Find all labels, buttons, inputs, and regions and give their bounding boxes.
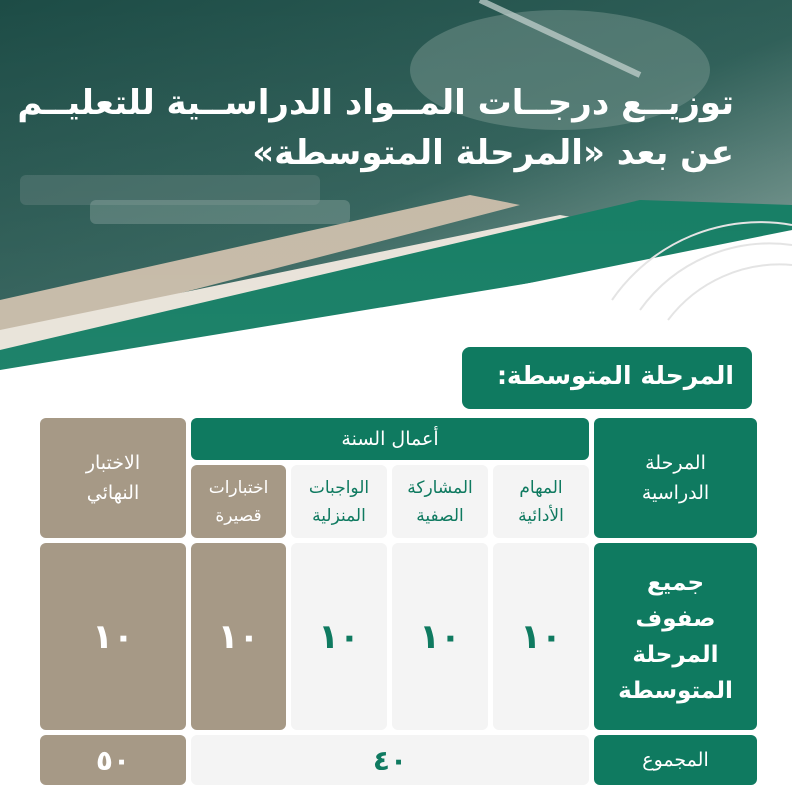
value-final-exam: ١٠ [40,543,186,730]
column-performance-tasks [493,465,589,538]
value-class-participation: ١٠ [392,543,488,730]
column-label: اختبارات قصيرة [208,477,269,526]
final-exam-header-label: الاختبار النهائي [85,452,141,504]
total-label-cell [594,735,757,785]
stage-header-label: المرحلة الدراسية [641,452,710,504]
section-heading [462,347,752,409]
column-short-quizzes [191,465,286,538]
column-label: المهام الأدائية [518,477,564,526]
column-class-participation [392,465,488,538]
total-final-value: ٥٠ [40,735,186,785]
total-coursework-value: ٤٠ [191,735,589,785]
value-short-quizzes: ١٠ [191,543,286,730]
value-homework: ١٠ [291,543,387,730]
page-title [17,78,734,178]
header-background-graphic [0,0,792,390]
column-label: الواجبات المنزلية [308,477,370,526]
final-exam-header-cell [40,418,186,538]
total-label: المجموع [642,749,709,771]
title-line-2: عن بعد «المرحلة المتوسطة» [252,133,734,173]
row-label-cell [594,543,757,730]
value-performance-tasks: ١٠ [493,543,589,730]
section-heading-label: المرحلة المتوسطة: [496,361,734,390]
stage-header-cell [594,418,757,538]
coursework-header-cell [191,418,589,460]
header-banner [0,0,792,390]
column-homework [291,465,387,538]
title-line-1: توزيــع درجــات المــواد الدراســية للتعليــم [17,83,734,123]
coursework-header-label: أعمال السنة [341,428,439,450]
column-label: المشاركة الصفية [407,477,473,526]
row-label: جميع صفوف المرحلة المتوسطة [618,569,733,704]
